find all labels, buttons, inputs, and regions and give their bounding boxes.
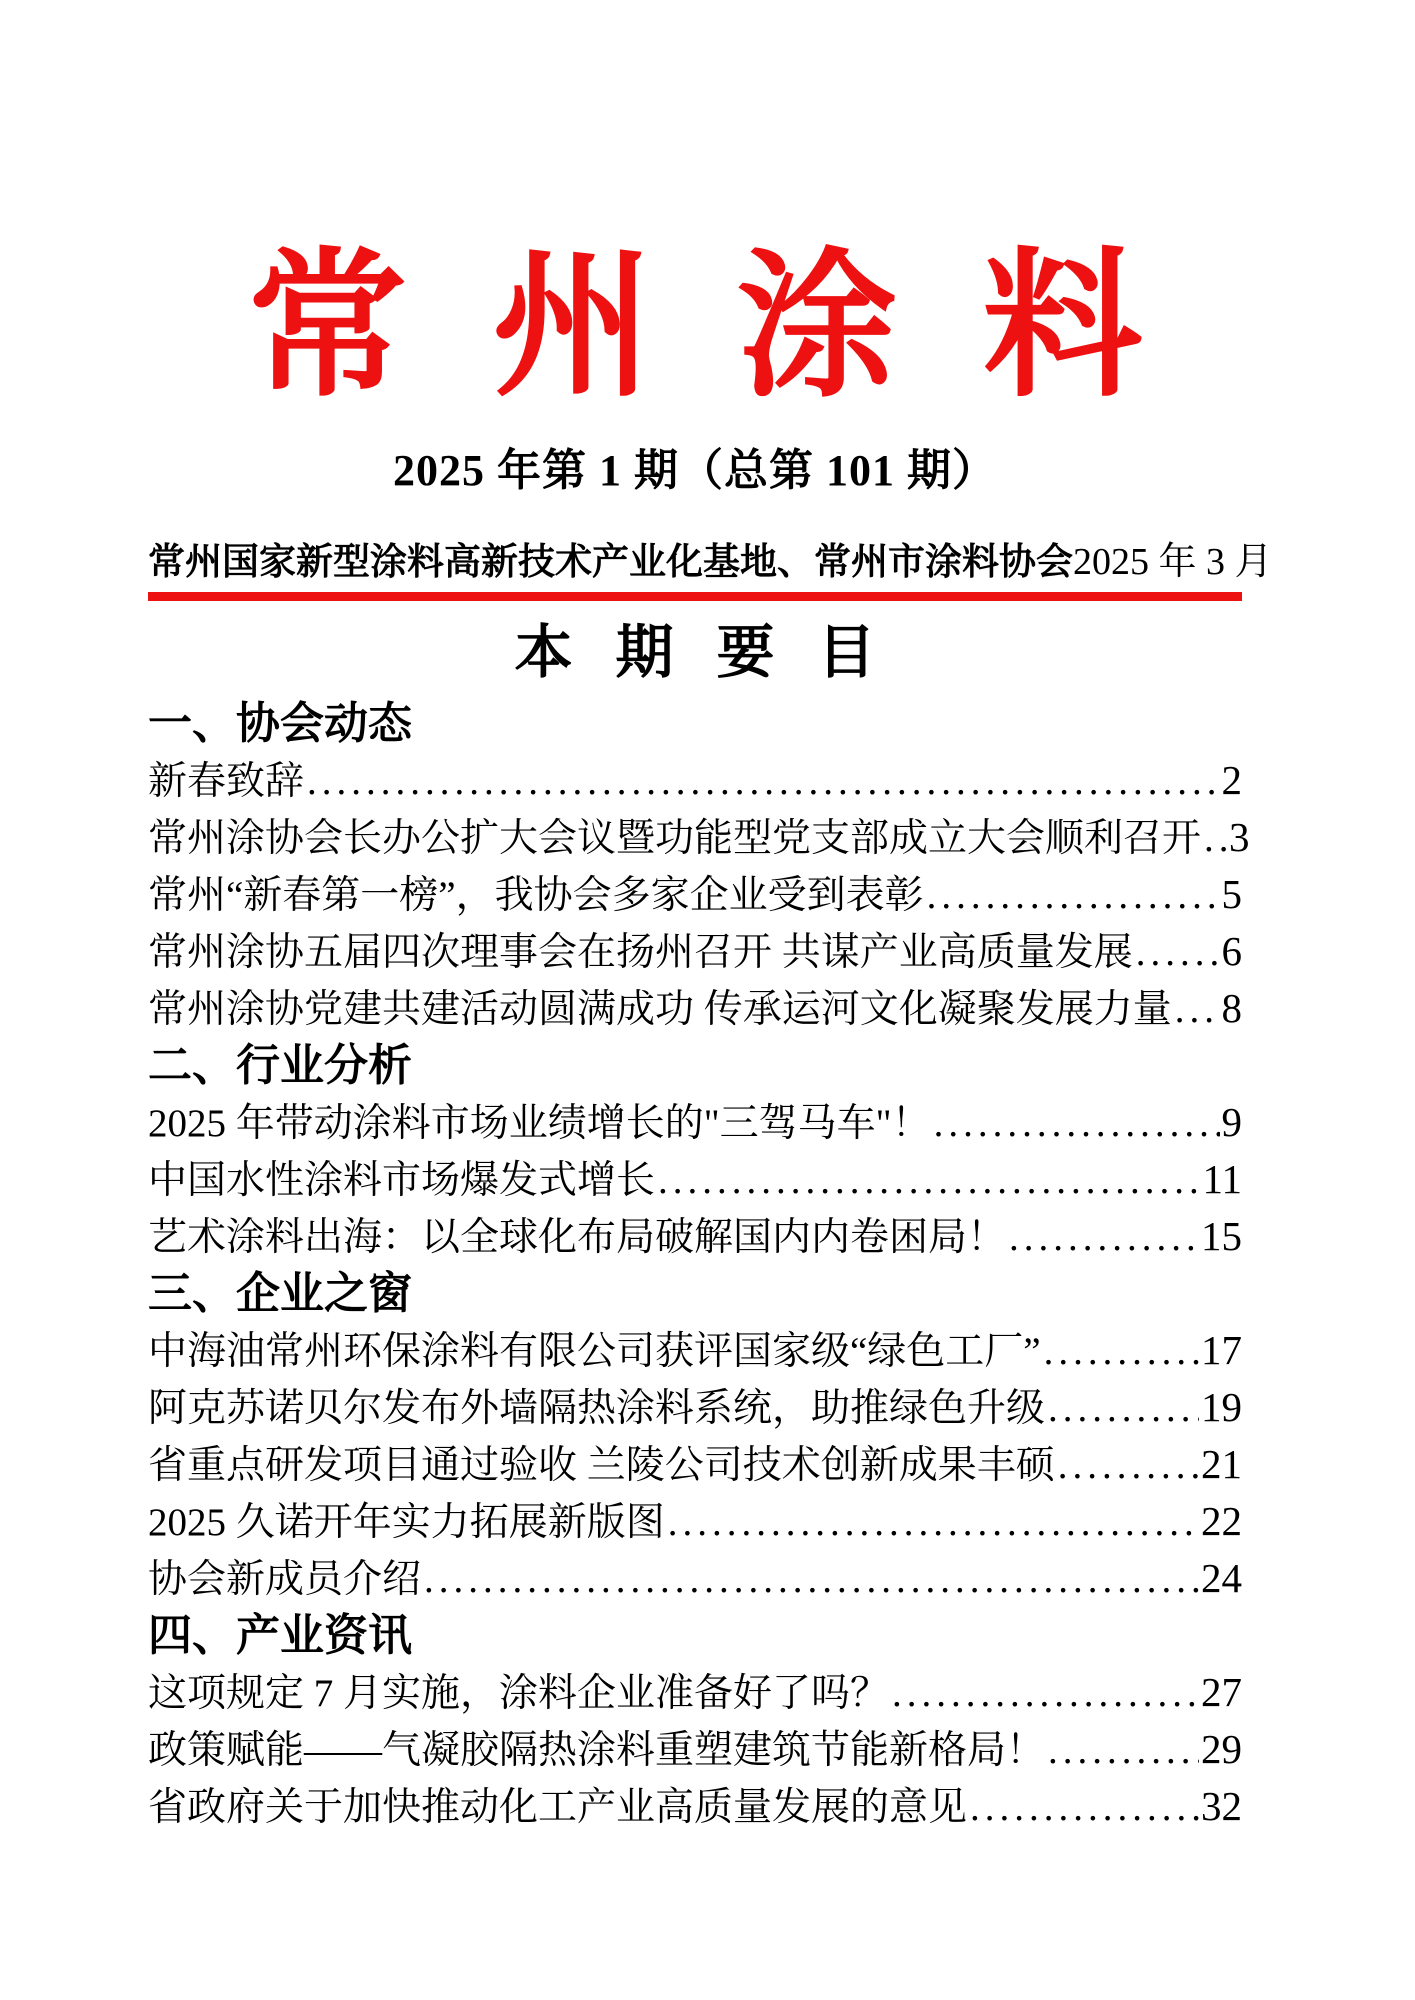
toc-item-title: 常州涂协五届四次理事会在扬州召开 共谋产业高质量发展	[148, 931, 1133, 974]
table-of-contents	[148, 695, 1250, 1835]
toc-item-title: 常州涂协党建共建活动圆满成功 传承运河文化凝聚发展力量	[148, 988, 1172, 1031]
toc-item	[148, 1436, 1242, 1493]
toc-page-number: 9	[1221, 1099, 1242, 1145]
toc-section-heading: 三、企业之窗	[148, 1269, 412, 1318]
toc-page-number: 8	[1221, 985, 1242, 1031]
toc-leader-dots	[1041, 1323, 1199, 1380]
toc-item	[148, 866, 1242, 923]
toc-item	[148, 1664, 1242, 1721]
toc-page-number: 3	[1229, 814, 1250, 860]
toc-page-number: 17	[1201, 1327, 1242, 1373]
toc-item	[148, 1550, 1242, 1607]
toc-leader-dots	[1006, 1209, 1199, 1266]
toc-item	[148, 809, 1250, 866]
toc-item-title: 省重点研发项目通过验收 兰陵公司技术创新成果丰硕	[148, 1444, 1055, 1487]
issue-date: 2025 年 3 月	[1073, 541, 1273, 583]
toc-item-title: 省政府关于加快推动化工产业高质量发展的意见	[148, 1786, 968, 1829]
toc-page-number: 5	[1221, 871, 1242, 917]
toc-item-title: 这项规定 7 月实施，涂料企业准备好了吗？	[148, 1672, 890, 1715]
toc-page-number: 24	[1201, 1555, 1242, 1601]
toc-item	[148, 980, 1242, 1037]
toc-page-number: 19	[1201, 1384, 1242, 1430]
toc-item-title: 中海油常州环保涂料有限公司获评国家级“绿色工厂”	[148, 1330, 1041, 1373]
toc-leader-dots	[1045, 1380, 1199, 1437]
toc-item	[148, 1493, 1242, 1550]
toc-item	[148, 1721, 1242, 1778]
toc-item	[148, 752, 1242, 809]
toc-page-number: 21	[1201, 1441, 1242, 1487]
toc-leader-dots	[1133, 924, 1220, 981]
toc-leader-dots	[1045, 1722, 1199, 1779]
toc-page-number: 27	[1201, 1669, 1242, 1715]
toc-leader-dots	[924, 867, 1220, 924]
toc-page-number: 11	[1202, 1156, 1242, 1202]
publisher-name: 常州国家新型涂料高新技术产业化基地、常州市涂料协会	[148, 542, 1073, 583]
toc-leader-dots	[931, 1095, 1220, 1152]
publisher-row	[148, 541, 1273, 583]
toc-leader-dots	[304, 753, 1219, 810]
toc-item-title: 艺术涂料出海：以全球化布局破解国内内卷困局！	[148, 1216, 1007, 1259]
toc-item-title: 阿克苏诺贝尔发布外墙隔热涂料系统，助推绿色升级	[148, 1387, 1046, 1430]
toc-item-title: 常州涂协会长办公扩大会议暨功能型党支部成立大会顺利召开	[148, 817, 1202, 860]
toc-item	[148, 1778, 1242, 1835]
toc-item-title: 2025 久诺开年实力拓展新版图	[148, 1501, 665, 1544]
toc-section-heading: 二、行业分析	[148, 1041, 412, 1090]
toc-item	[148, 1379, 1242, 1436]
toc-item-title: 中国水性涂料市场爆发式增长	[148, 1159, 656, 1202]
toc-page-number: 6	[1221, 928, 1242, 974]
page-content	[148, 0, 1273, 1835]
toc-leader-dots	[889, 1665, 1199, 1722]
toc-item	[148, 1094, 1242, 1151]
toc-page-number: 32	[1201, 1783, 1242, 1829]
issue-number-line: 2025 年第 1 期（总第 101 期）	[393, 446, 997, 495]
toc-item-title: 常州“新春第一榜”，我协会多家企业受到表彰	[148, 874, 924, 917]
toc-page-number: 22	[1201, 1498, 1242, 1544]
journal-title: 常州涂料	[247, 238, 1228, 416]
toc-item-title: 协会新成员介绍	[148, 1558, 422, 1601]
toc-leader-dots	[665, 1494, 1199, 1551]
toc-leader-dots	[1172, 981, 1220, 1038]
toc-leader-dots	[421, 1551, 1199, 1608]
toc-item	[148, 1322, 1242, 1379]
toc-leader-dots	[967, 1779, 1199, 1836]
toc-item	[148, 923, 1242, 980]
toc-leader-dots	[1201, 810, 1227, 867]
toc-item-title: 政策赋能——气凝胶隔热涂料重塑建筑节能新格局！	[148, 1729, 1046, 1772]
toc-section-heading: 一、协会动态	[148, 699, 412, 748]
toc-leader-dots	[1055, 1437, 1199, 1494]
toc-page-number: 29	[1201, 1726, 1242, 1772]
header-rule-divider	[148, 592, 1242, 601]
toc-item-title: 新春致辞	[148, 760, 305, 803]
toc-leader-dots	[655, 1152, 1201, 1209]
toc-item	[148, 1151, 1242, 1208]
toc-item	[148, 1208, 1242, 1265]
toc-heading: 本期要目	[514, 620, 919, 685]
toc-page-number: 2	[1221, 757, 1242, 803]
toc-section-heading: 四、产业资讯	[148, 1611, 412, 1660]
toc-item-title: 2025 年带动涂料市场业绩增长的"三驾马车"！	[148, 1102, 931, 1145]
toc-page-number: 15	[1201, 1213, 1242, 1259]
